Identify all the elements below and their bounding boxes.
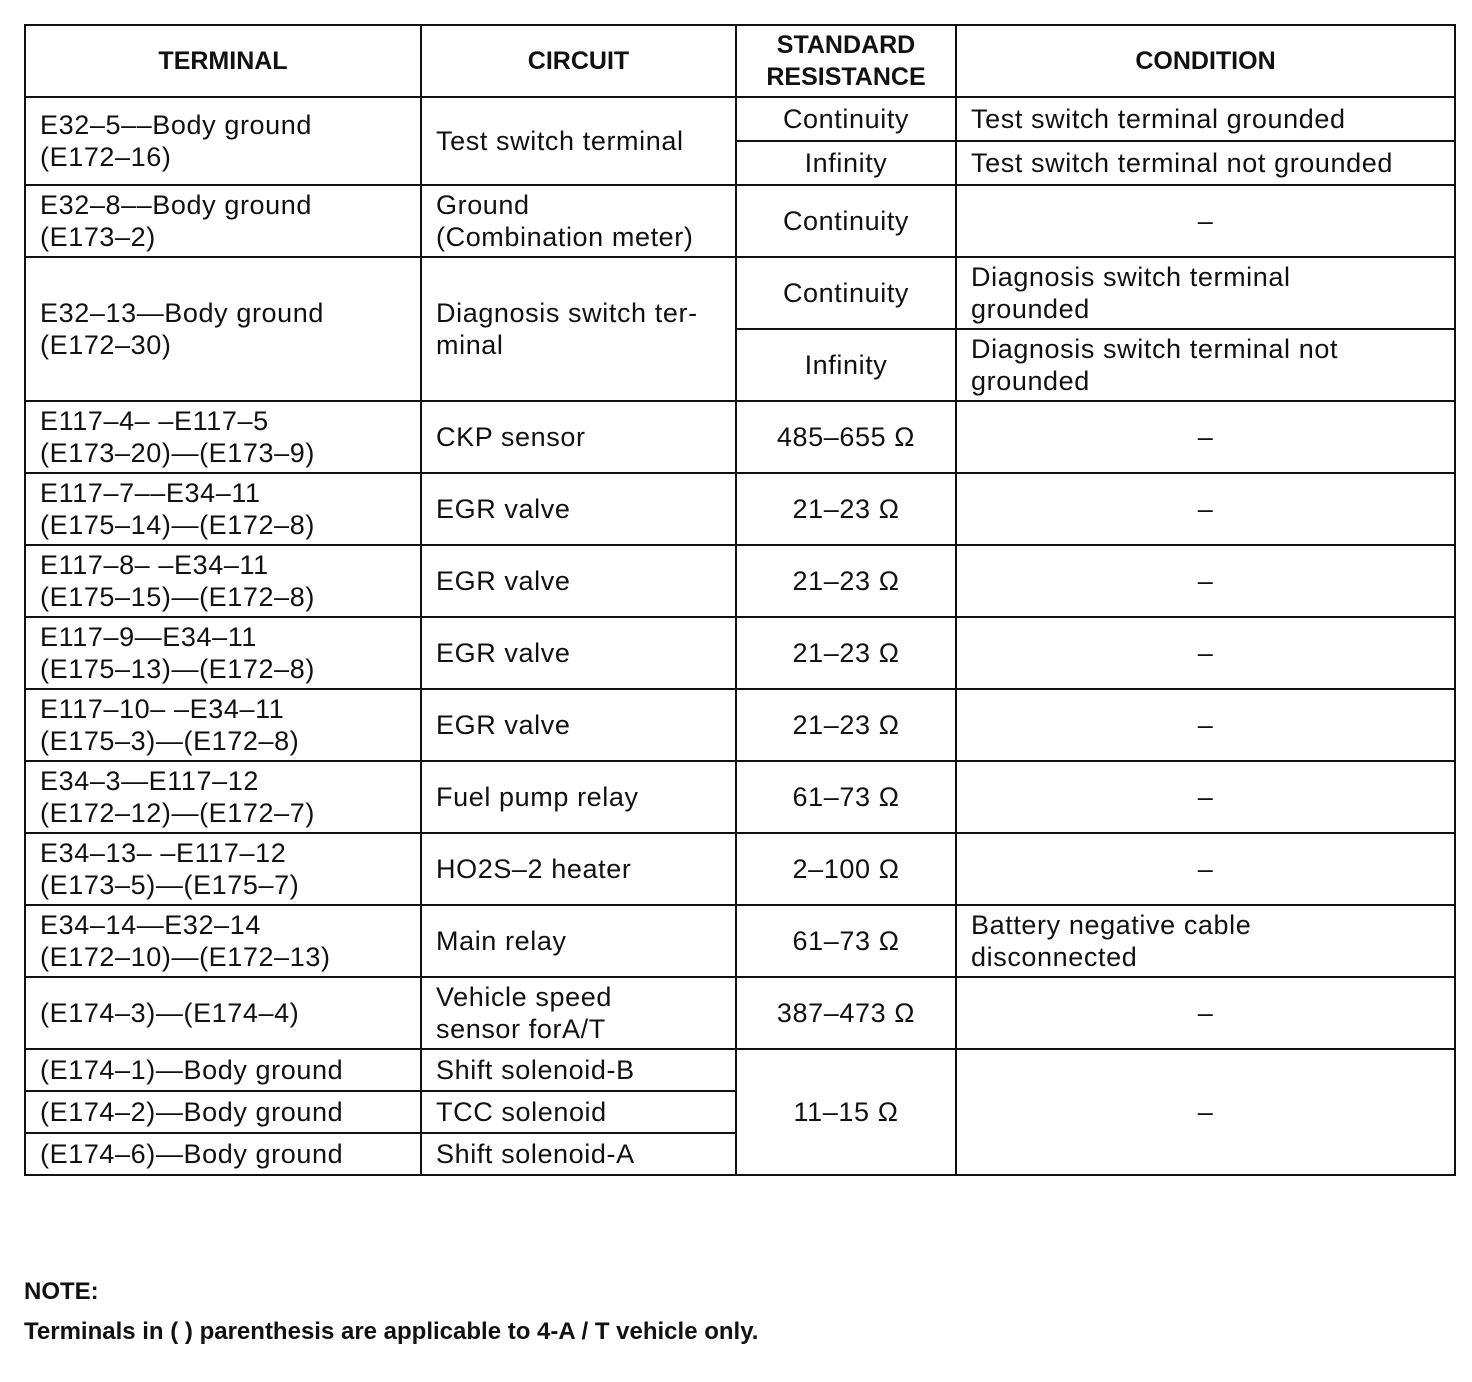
- table-row: [25, 617, 1455, 689]
- table-row: [25, 833, 1455, 905]
- circuit-cell: EGR valve: [421, 617, 736, 689]
- condition-cell: –: [956, 473, 1455, 545]
- terminal-cell: E117–9—E34–11 (E175–13)—(E172–8): [25, 617, 421, 689]
- resistance-cell: 2–100 Ω: [736, 833, 956, 905]
- condition-cell: Diagnosis switch terminal not grounded: [956, 329, 1455, 401]
- resistance-cell: 387–473 Ω: [736, 977, 956, 1049]
- condition-cell: –: [956, 401, 1455, 473]
- header-condition: CONDITION: [956, 25, 1455, 97]
- header-terminal: TERMINAL: [25, 25, 421, 97]
- table-row: [25, 977, 1455, 1049]
- resistance-cell: Continuity: [736, 185, 956, 257]
- terminal-cell: (E174–1)—Body ground: [25, 1049, 421, 1091]
- condition-cell: –: [956, 617, 1455, 689]
- terminal-cell: E32–5––Body ground (E172–16): [25, 97, 421, 185]
- resistance-cell: 11–15 Ω: [736, 1049, 956, 1175]
- condition-cell: –: [956, 185, 1455, 257]
- resistance-cell: 21–23 Ω: [736, 617, 956, 689]
- resistance-cell: 61–73 Ω: [736, 905, 956, 977]
- table-row: [25, 97, 1455, 141]
- resistance-cell: 61–73 Ω: [736, 761, 956, 833]
- circuit-cell: Diagnosis switch ter- minal: [421, 257, 736, 401]
- circuit-cell: Shift solenoid-B: [421, 1049, 736, 1091]
- circuit-cell: EGR valve: [421, 545, 736, 617]
- terminal-cell: (E174–6)—Body ground: [25, 1133, 421, 1175]
- terminal-cell: E34–13– –E117–12 (E173–5)—(E175–7): [25, 833, 421, 905]
- terminal-cell: E34–3—E117–12 (E172–12)—(E172–7): [25, 761, 421, 833]
- resistance-cell: 21–23 Ω: [736, 689, 956, 761]
- table-row: [25, 1049, 1455, 1091]
- terminal-cell: (E174–2)—Body ground: [25, 1091, 421, 1133]
- table-row: [25, 257, 1455, 329]
- table-row: [25, 689, 1455, 761]
- condition-cell: Test switch terminal not grounded: [956, 141, 1455, 185]
- condition-cell: –: [956, 977, 1455, 1049]
- condition-cell: –: [956, 689, 1455, 761]
- circuit-cell: CKP sensor: [421, 401, 736, 473]
- note-text: Terminals in ( ) parenthesis are applicable to 4-A / T vehicle only.: [24, 1318, 759, 1345]
- terminal-cell: E32–13—Body ground (E172–30): [25, 257, 421, 401]
- circuit-cell: HO2S–2 heater: [421, 833, 736, 905]
- resistance-spec-table: [24, 24, 1456, 1176]
- header-circuit: CIRCUIT: [421, 25, 736, 97]
- terminal-cell: E117–4– –E117–5 (E173–20)—(E173–9): [25, 401, 421, 473]
- terminal-cell: E34–14—E32–14 (E172–10)—(E172–13): [25, 905, 421, 977]
- resistance-cell: Infinity: [736, 329, 956, 401]
- resistance-cell: 21–23 Ω: [736, 545, 956, 617]
- condition-cell: Diagnosis switch terminal grounded: [956, 257, 1455, 329]
- footnote: [24, 1276, 758, 1348]
- terminal-cell: E117–8– –E34–11 (E175–15)—(E172–8): [25, 545, 421, 617]
- table-row: [25, 401, 1455, 473]
- terminal-cell: E117–10– –E34–11 (E175–3)—(E172–8): [25, 689, 421, 761]
- circuit-cell: EGR valve: [421, 473, 736, 545]
- terminal-cell: E32–8––Body ground (E173–2): [25, 185, 421, 257]
- note-title: NOTE:: [24, 1278, 99, 1305]
- header-standard-resistance: STANDARD RESISTANCE: [736, 25, 956, 97]
- circuit-cell: Shift solenoid-A: [421, 1133, 736, 1175]
- resistance-cell: 485–655 Ω: [736, 401, 956, 473]
- circuit-cell: Test switch terminal: [421, 97, 736, 185]
- table-row: [25, 185, 1455, 257]
- condition-cell: –: [956, 761, 1455, 833]
- circuit-cell: Ground (Combination meter): [421, 185, 736, 257]
- table-row: [25, 761, 1455, 833]
- terminal-cell: (E174–3)—(E174–4): [25, 977, 421, 1049]
- resistance-cell: Infinity: [736, 141, 956, 185]
- circuit-cell: Main relay: [421, 905, 736, 977]
- resistance-cell: Continuity: [736, 97, 956, 141]
- table-row: [25, 905, 1455, 977]
- circuit-cell: EGR valve: [421, 689, 736, 761]
- circuit-cell: Fuel pump relay: [421, 761, 736, 833]
- header-row: [25, 25, 1455, 97]
- condition-cell: Battery negative cable disconnected: [956, 905, 1455, 977]
- circuit-cell: Vehicle speed sensor forA/T: [421, 977, 736, 1049]
- condition-cell: Test switch terminal grounded: [956, 97, 1455, 141]
- terminal-cell: E117–7––E34–11 (E175–14)—(E172–8): [25, 473, 421, 545]
- circuit-cell: TCC solenoid: [421, 1091, 736, 1133]
- condition-cell: –: [956, 545, 1455, 617]
- resistance-cell: 21–23 Ω: [736, 473, 956, 545]
- condition-cell: –: [956, 1049, 1455, 1175]
- table-row: [25, 473, 1455, 545]
- condition-cell: –: [956, 833, 1455, 905]
- resistance-cell: Continuity: [736, 257, 956, 329]
- table-row: [25, 545, 1455, 617]
